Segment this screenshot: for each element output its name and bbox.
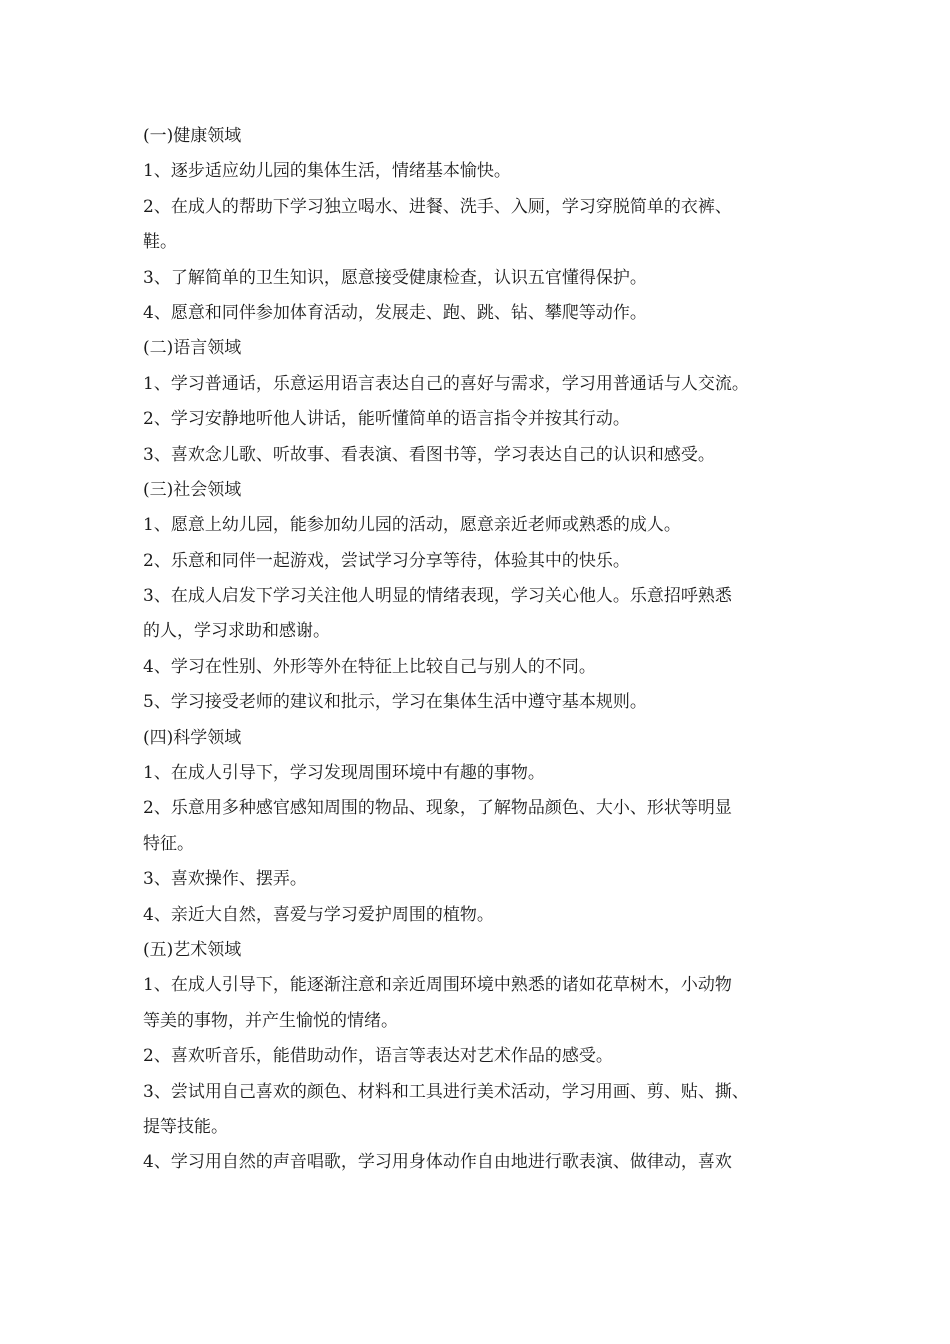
text-line: 4、学习用自然的声音唱歌，学习用身体动作自由地进行歌表演、做律动，喜欢 <box>143 1152 732 1173</box>
section-heading-society: (三)社会领域 <box>143 479 242 500</box>
text-line: 提等技能。 <box>143 1116 228 1137</box>
text-line: 3、喜欢操作、摆弄。 <box>143 869 307 890</box>
text-line: 2、学习安静地听他人讲话，能听懂简单的语言指令并按其行动。 <box>143 409 630 430</box>
text-line: 2、乐意用多种感官感知周围的物品、现象，了解物品颜色、大小、形状等明显 <box>143 798 732 819</box>
section-heading-language: (二)语言领域 <box>143 338 242 359</box>
document-body <box>143 119 823 1181</box>
text-line: 1、愿意上幼儿园，能参加幼儿园的活动，愿意亲近老师或熟悉的成人。 <box>143 515 681 536</box>
text-line: 2、喜欢听音乐，能借助动作，语言等表达对艺术作品的感受。 <box>143 1046 613 1067</box>
text-line: 3、在成人启发下学习关注他人明显的情绪表现，学习关心他人。乐意招呼熟悉 <box>143 586 732 607</box>
section-heading-health: (一)健康领域 <box>143 126 242 146</box>
text-line: 4、学习在性别、外形等外在特征上比较自己与别人的不同。 <box>143 656 596 677</box>
text-line: 3、尝试用自己喜欢的颜色、材料和工具进行美术活动，学习用画、剪、贴、撕、 <box>143 1081 749 1102</box>
text-line: 3、了解简单的卫生知识，愿意接受健康检查，认识五官懂得保护。 <box>143 267 647 288</box>
text-line: 的人，学习求助和感谢。 <box>143 621 330 642</box>
text-line: 特征。 <box>143 833 194 854</box>
text-line: 3、喜欢念儿歌、听故事、看表演、看图书等，学习表达自己的认识和感受。 <box>143 444 715 465</box>
text-line: 4、愿意和同伴参加体育活动，发展走、跑、跳、钻、攀爬等动作。 <box>143 302 647 323</box>
text-line: 等美的事物，并产生愉悦的情绪。 <box>143 1010 398 1031</box>
text-line: 1、逐步适应幼儿园的集体生活，情绪基本愉快。 <box>143 161 511 182</box>
section-heading-science: (四)科学领域 <box>143 727 242 748</box>
text-line: 4、亲近大自然，喜爱与学习爱护周围的植物。 <box>143 904 494 925</box>
text-line: 鞋。 <box>143 232 177 253</box>
text-line: 2、在成人的帮助下学习独立喝水、进餐、洗手、入厕，学习穿脱简单的衣裤、 <box>143 196 732 217</box>
text-line: 1、学习普通话，乐意运用语言表达自己的喜好与需求，学习用普通话与人交流。 <box>143 373 749 394</box>
text-line: 2、乐意和同伴一起游戏，尝试学习分享等待，体验其中的快乐。 <box>143 550 630 571</box>
text-line: 1、在成人引导下，学习发现周围环境中有趣的事物。 <box>143 763 545 784</box>
text-line: 5、学习接受老师的建议和批示，学习在集体生活中遵守基本规则。 <box>143 692 647 713</box>
text-line: 1、在成人引导下，能逐渐注意和亲近周围环境中熟悉的诸如花草树木，小动物 <box>143 975 732 996</box>
section-heading-art: (五)艺术领域 <box>143 939 242 960</box>
